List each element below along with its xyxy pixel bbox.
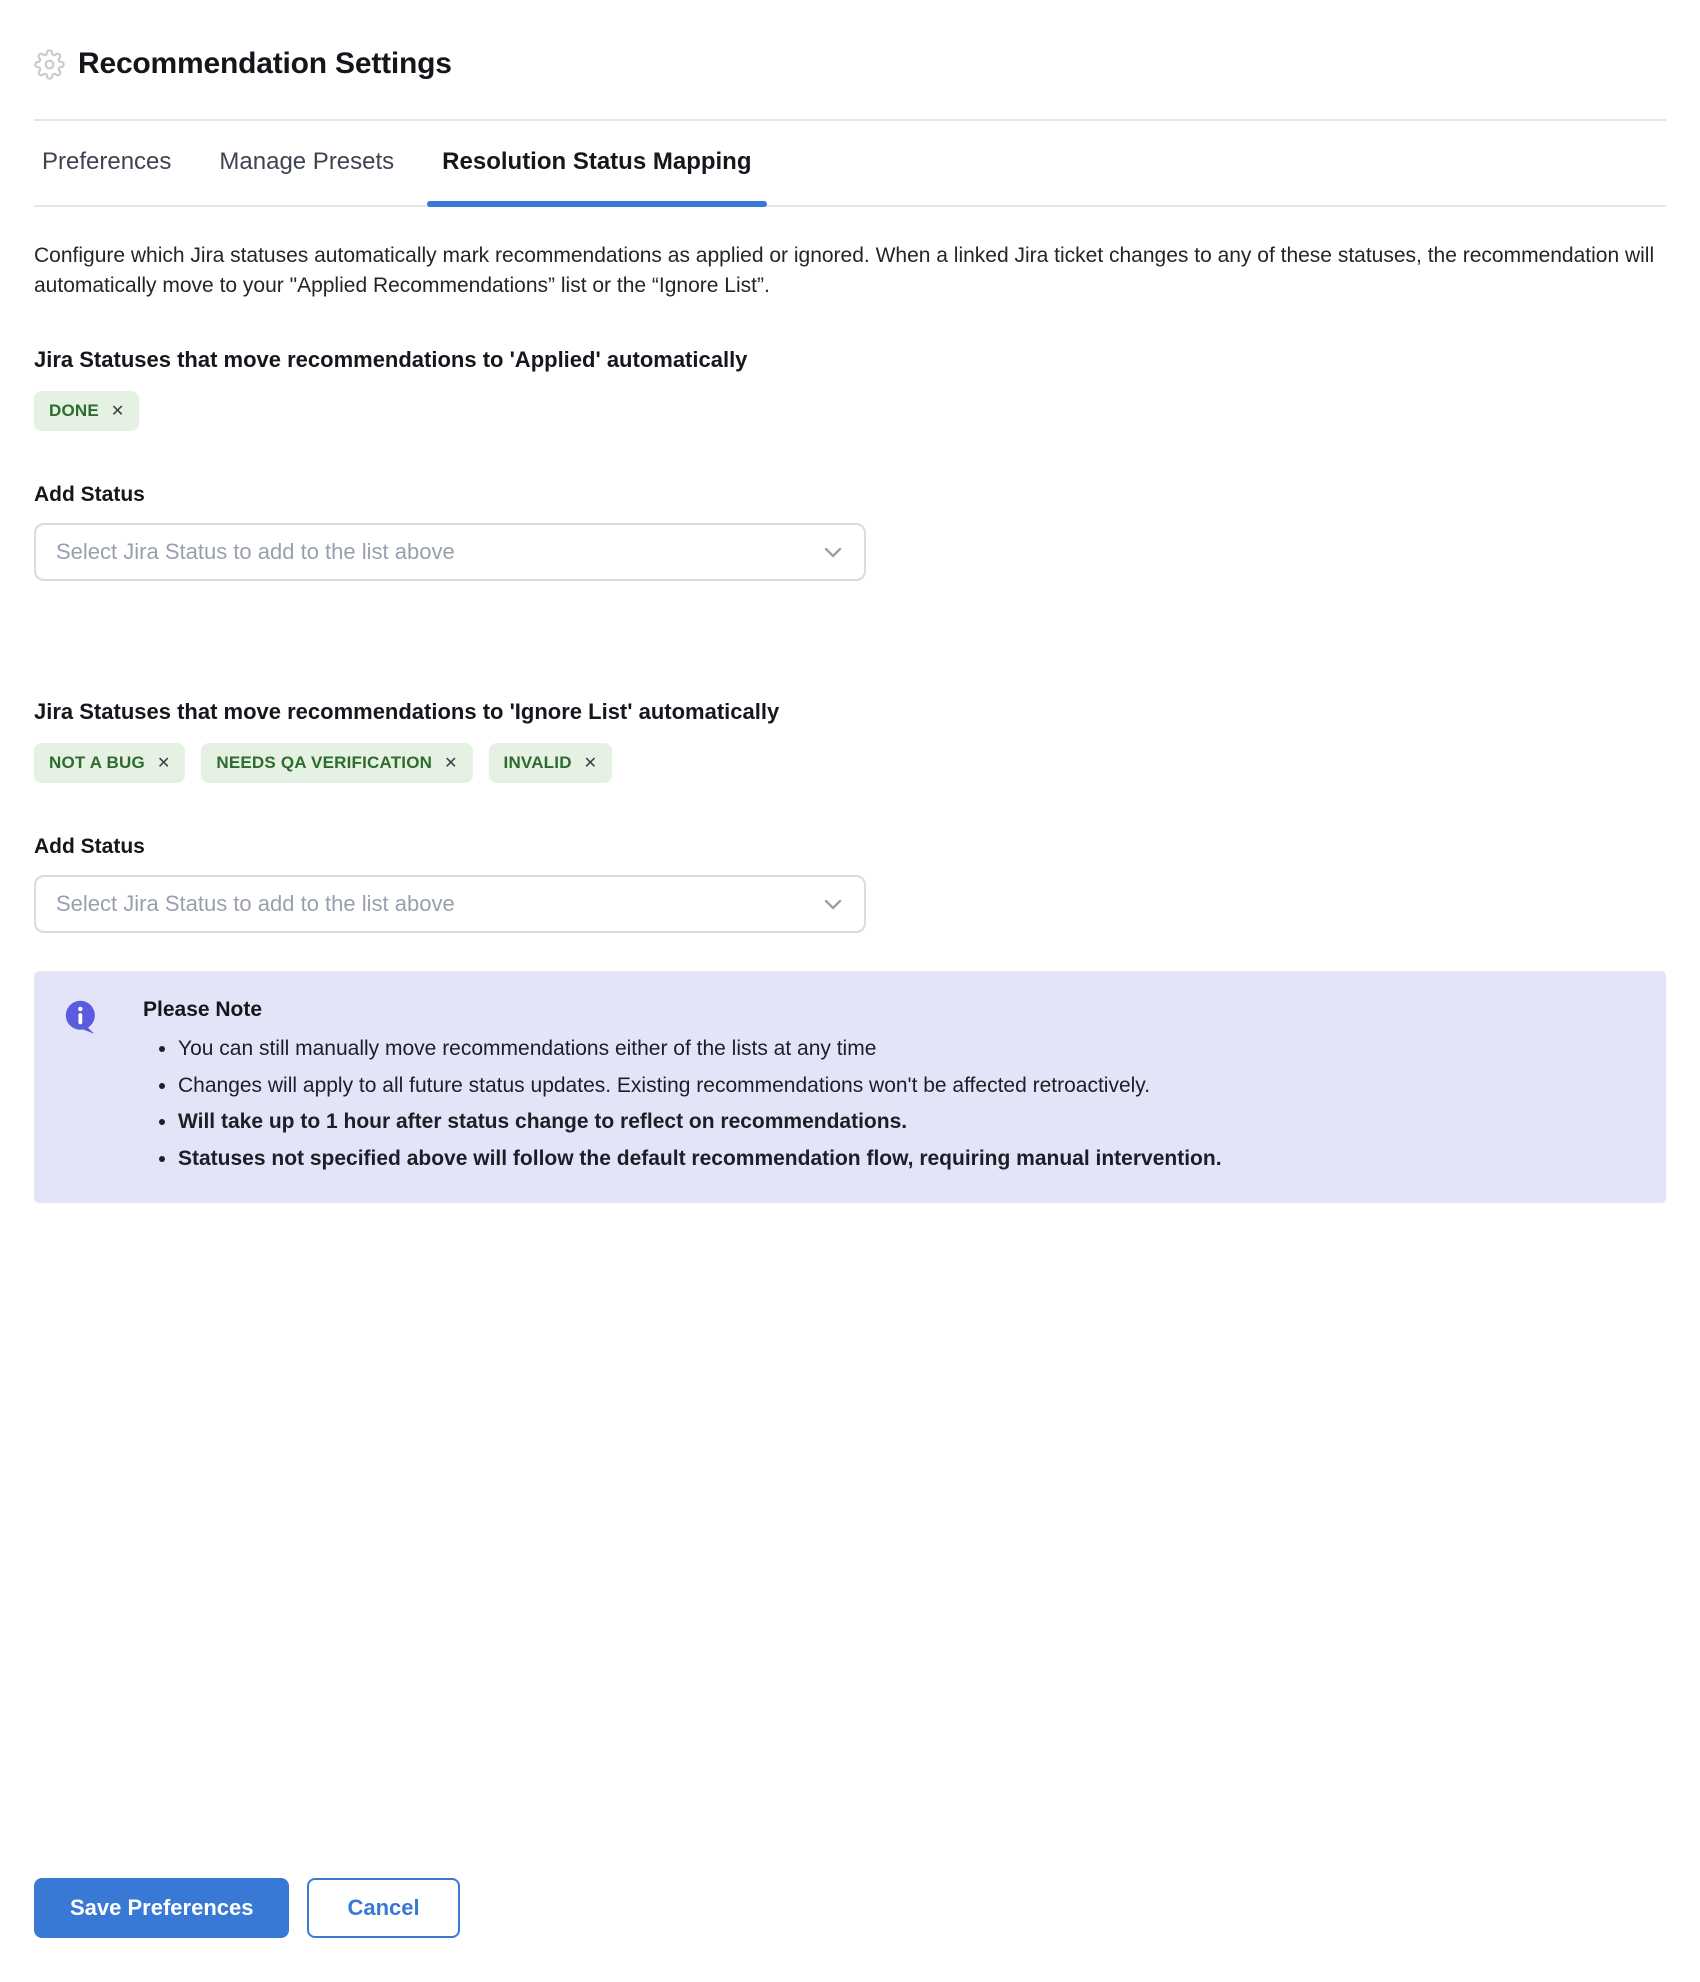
tab-preferences[interactable]: Preferences — [42, 148, 172, 175]
note-title: Please Note — [143, 998, 263, 1021]
remove-chip-icon[interactable]: ✕ — [110, 402, 125, 420]
note-bullet: • Statuses not specified above will follow the default recommendation flow, requiring manual intervention. — [178, 1141, 1222, 1178]
page-title: Recommendation Settings — [78, 47, 452, 80]
action-buttons — [34, 1878, 460, 1938]
chevron-down-icon — [824, 547, 842, 558]
note-content — [143, 993, 1222, 1177]
gear-icon — [34, 49, 65, 80]
ignore-status-chips — [34, 743, 1666, 783]
note-box — [34, 971, 1666, 1203]
cancel-button[interactable]: Cancel — [307, 1878, 459, 1938]
note-bullet: • Changes will apply to all future status updates. Existing recommendations won't be affected retroactively. — [178, 1068, 1222, 1105]
remove-chip-icon[interactable]: ✕ — [156, 754, 171, 772]
status-chip — [34, 391, 139, 431]
remove-chip-icon[interactable]: ✕ — [583, 754, 598, 772]
settings-tabs — [34, 121, 1666, 207]
page-description: Configure which Jira statuses automatically mark recommendations as applied or ignored. When a linked Jira ticket changes to any of these statuses, the recommendation will automatically move to your "Applied Recommendations” list or the “Ignore List”. — [34, 244, 1655, 297]
applied-jira-status-select[interactable] — [34, 523, 866, 581]
add-status-label: Add Status — [34, 483, 145, 506]
ignore-section-heading: Jira Statuses that move recommendations to 'Ignore List' automatically — [34, 699, 780, 724]
select-placeholder: Select Jira Status to add to the list above — [56, 539, 455, 564]
chevron-down-icon — [824, 899, 842, 910]
applied-section-heading: Jira Statuses that move recommendations to 'Applied' automatically — [34, 347, 748, 372]
tab-resolution-status-mapping[interactable]: Resolution Status Mapping — [442, 121, 751, 205]
page-header — [34, 47, 1666, 81]
remove-chip-icon[interactable]: ✕ — [444, 754, 458, 772]
save-preferences-button[interactable]: Save Preferences — [34, 1878, 289, 1938]
add-status-label: Add Status — [34, 835, 145, 858]
status-chip-label: DONE — [49, 401, 99, 420]
status-chip-label: INVALID — [503, 753, 572, 772]
status-chip-label: NOT A BUG — [49, 753, 145, 772]
status-chip — [201, 743, 472, 783]
status-chip-label: NEEDS QA VERIFICATION — [216, 753, 433, 772]
status-chip — [34, 743, 185, 783]
status-chip — [489, 743, 613, 783]
note-bullet: • You can still manually move recommendations either of the lists at any time — [178, 1031, 1222, 1068]
info-icon — [64, 999, 99, 1035]
note-bullet-list — [143, 1031, 1222, 1177]
applied-status-chips — [34, 391, 1666, 431]
note-bullet: • Will take up to 1 hour after status change to reflect on recommendations. — [178, 1104, 1222, 1141]
ignore-jira-status-select[interactable] — [34, 875, 866, 933]
select-placeholder: Select Jira Status to add to the list above — [56, 891, 455, 916]
tab-manage-presets[interactable]: Manage Presets — [219, 148, 395, 175]
